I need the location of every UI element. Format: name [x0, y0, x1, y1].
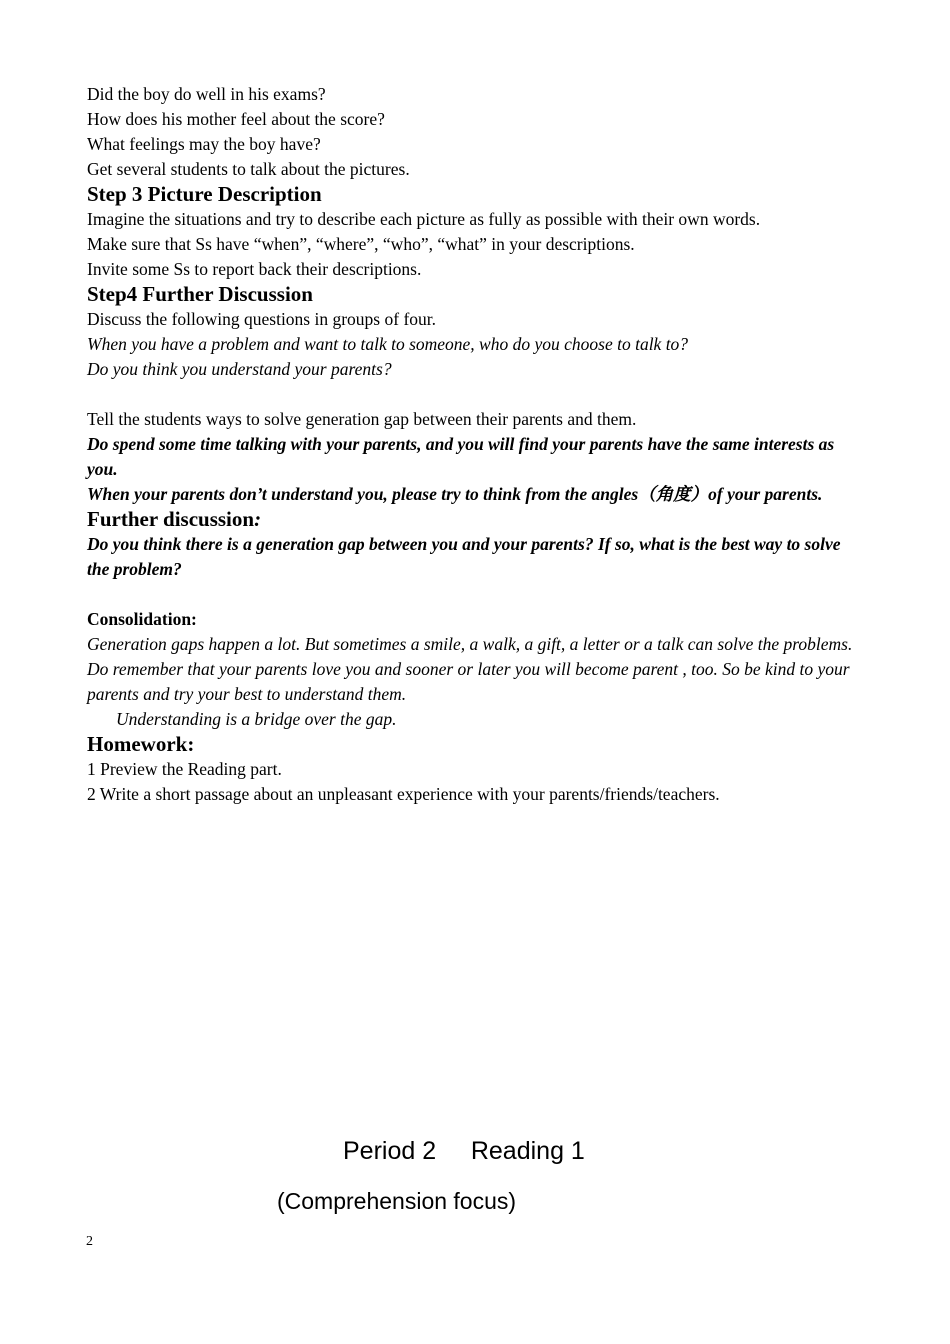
homework-heading: Homework: — [87, 732, 195, 756]
step4-question-1: When you have a problem and want to talk to someone, who do you choose to talk to? — [87, 334, 689, 354]
consolidation-motto: Understanding is a bridge over the gap. — [116, 709, 397, 729]
step3-line-2: Make sure that Ss have “when”, “where”, “who”, “what” in your descriptions. — [87, 234, 635, 254]
step4-ways-intro: Tell the students ways to solve generation gap between their parents and them. — [87, 409, 637, 429]
step4-way-2: When your parents don’t understand you, please try to think from the angles（角度）of your parents. — [87, 484, 823, 504]
period-subtitle: (Comprehension focus) — [277, 1188, 517, 1214]
step3-heading: Step 3 Picture Description — [87, 182, 322, 206]
step4-question-2: Do you think you understand your parents? — [87, 359, 392, 379]
document-body — [87, 82, 867, 807]
intro-question-3: What feelings may the boy have? — [87, 134, 321, 154]
further-discussion-question: Do you think there is a generation gap between you and your parents? If so, what is the best way to solve the problem? — [87, 534, 841, 579]
further-discussion-heading — [87, 507, 867, 532]
period-title: Period 2 Reading 1 — [343, 1137, 585, 1165]
step3-line-1: Imagine the situations and try to describe each picture as fully as possible with their own words. — [87, 209, 761, 229]
further-discussion-colon: : — [254, 507, 262, 531]
further-discussion-heading-text: Further discussion — [87, 507, 255, 531]
consolidation-heading: Consolidation: — [87, 609, 197, 629]
blank-line — [87, 382, 867, 407]
intro-question-2: How does his mother feel about the score? — [87, 109, 385, 129]
homework-item-2: 2 Write a short passage about an unpleasant experience with your parents/friends/teachers. — [87, 784, 720, 804]
consolidation-paragraph: Generation gaps happen a lot. But sometimes a smile, a walk, a gift, a letter or a talk can solve the problems. Do remember that your parents love you and sooner or later you will become parent , too. So be kind to your parents and try your best to understand them. — [87, 634, 853, 704]
step3-line-3: Invite some Ss to report back their descriptions. — [87, 259, 422, 279]
step4-way-1: Do spend some time talking with your parents, and you will find your parents have the same interests as you. — [87, 434, 835, 479]
homework-item-1: 1 Preview the Reading part. — [87, 759, 282, 779]
intro-instruction: Get several students to talk about the pictures. — [87, 159, 410, 179]
blank-line — [87, 582, 867, 607]
step4-intro: Discuss the following questions in groups of four. — [87, 309, 437, 329]
page-number: 2 — [86, 1234, 93, 1249]
intro-question-1: Did the boy do well in his exams? — [87, 84, 326, 104]
step4-heading: Step4 Further Discussion — [87, 282, 313, 306]
